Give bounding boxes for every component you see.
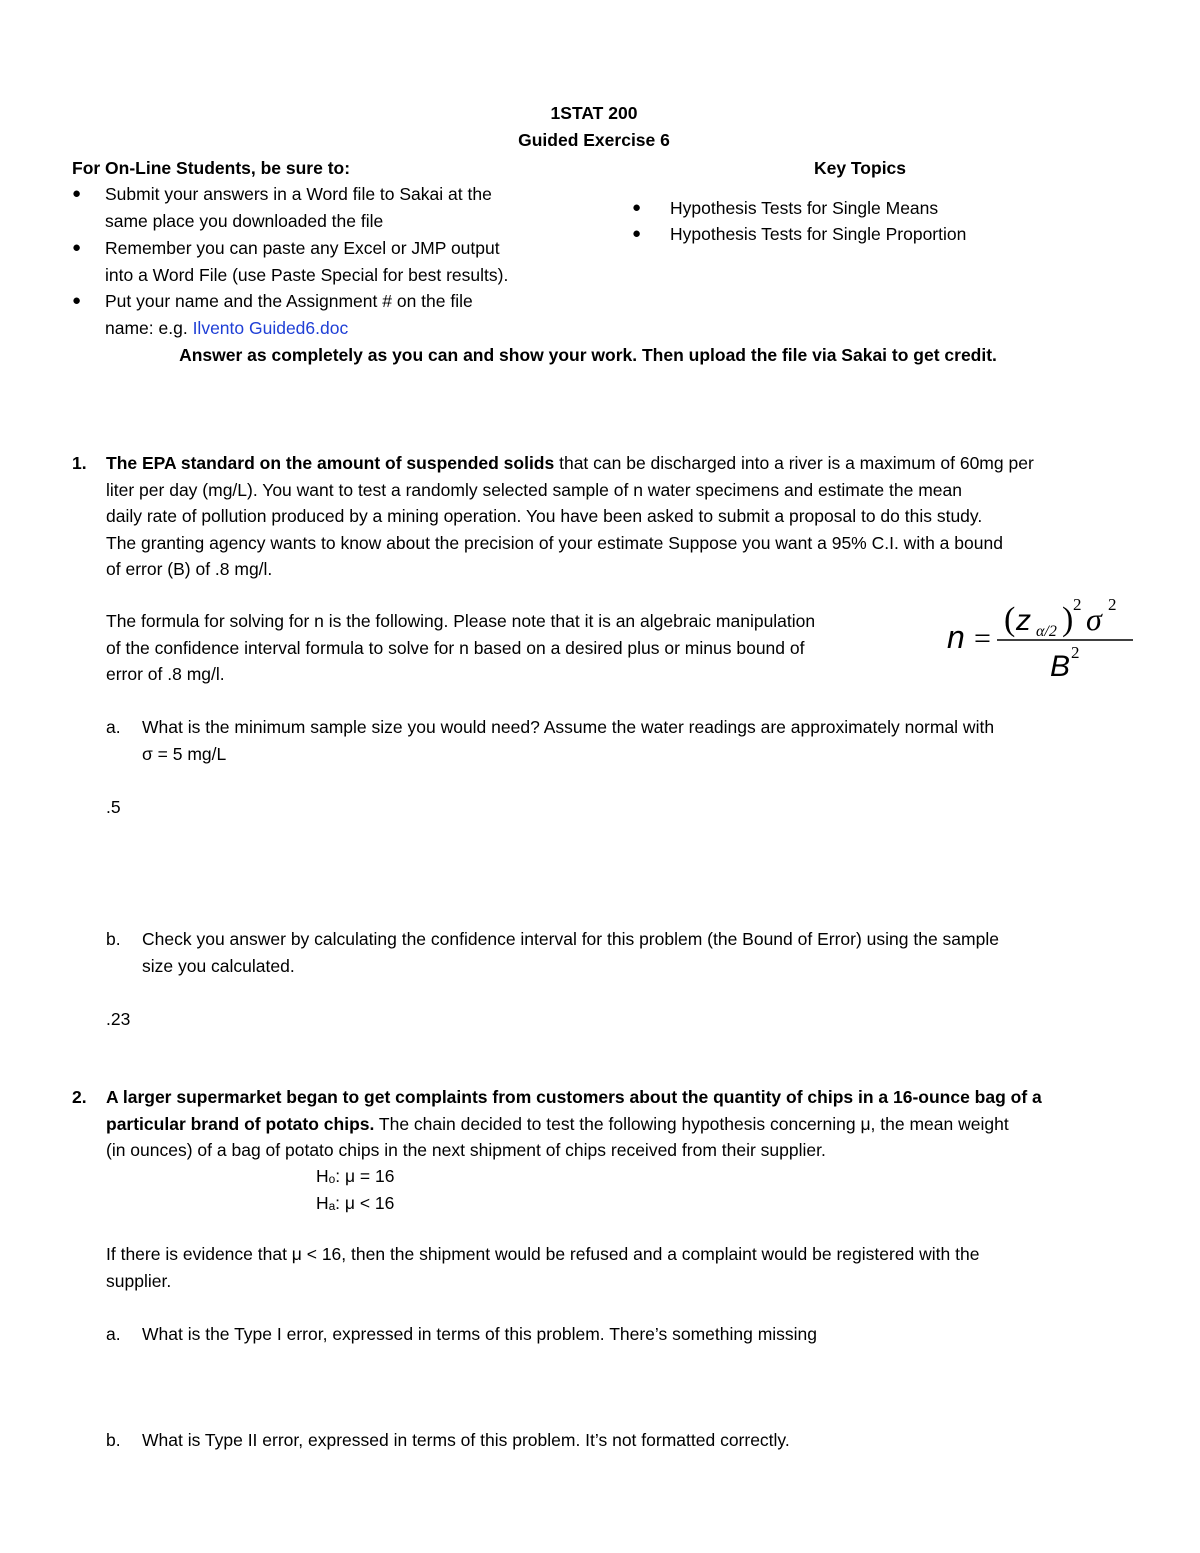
- exercise-title: Guided Exercise 6: [518, 130, 670, 150]
- q2b-label: b.: [106, 1430, 121, 1450]
- instructions-banner: Answer as completely as you can and show your work. Then upload the file via Sakai to get credit.: [179, 345, 997, 365]
- q2a-label: a.: [106, 1324, 121, 1344]
- formula-explanation: The formula for solving for n is the following. Please note that it is an algebraic manipulation of the confidence interval formula to solve for n based on a desired plus or minus bound of error of .8 mg/l.: [106, 611, 816, 684]
- formula-equals: =: [974, 622, 991, 655]
- bullet-icon: ●: [632, 199, 642, 216]
- instructions-heading: For On-Line Students, be sure to:: [72, 158, 351, 178]
- bullet-icon: ●: [72, 292, 82, 309]
- instruction-item-1: ● Submit your answers in a Word file to Sakai at the same place you downloaded the file: [72, 181, 552, 234]
- instruction-item-3: ● Put your name and the Assignment # on the file name: e.g. Ilvento Guided6.doc: [72, 288, 562, 341]
- q2a-text: What is the Type I error, expressed in terms of this problem. There’s something missing: [142, 1324, 818, 1344]
- formula-n: n: [947, 619, 965, 655]
- formula-exp-3: 2: [1071, 643, 1080, 662]
- formula-open-paren: (: [1004, 601, 1016, 638]
- instruction-item-2: ● Remember you can paste any Excel or JMP output into a Word File (use Paste Special for best results).: [72, 235, 562, 288]
- q2-decision-rule: If there is evidence that μ < 16, then the shipment would be refused and a complaint would be registered with the supplier.: [106, 1244, 980, 1291]
- formula-exp-1: 2: [1073, 595, 1082, 614]
- q1b-answer: .23: [106, 1009, 131, 1029]
- q1a-answer: .5: [106, 797, 121, 817]
- formula-exp-2: 2: [1108, 595, 1117, 614]
- formula-close-paren: ): [1062, 601, 1074, 638]
- formula-B: B: [1050, 650, 1071, 683]
- sample-size-formula: [940, 588, 1140, 684]
- question-2-number: 2.: [72, 1087, 87, 1107]
- formula-sigma: σ: [1086, 601, 1102, 637]
- filename-example: Ilvento Guided6.doc: [192, 317, 349, 338]
- question-1-number: 1.: [72, 453, 87, 473]
- key-topic-1: ● Hypothesis Tests for Single Means: [632, 195, 938, 222]
- question-1-text: The EPA standard on the amount of suspended solids that can be discharged into a river is a maximum of 60mg per liter per day (mg/L). You want to test a randomly selected sample of n water specimens and estimate the mean daily rate of pollution produced by a mining operation. You have been asked to submit a proposal to do this study. The granting agency wants to know about the precision of your estimate Suppose you want a 95% C.I. with a bound of error (B) of .8 mg/l.: [106, 453, 1034, 579]
- bullet-icon: ●: [632, 225, 642, 242]
- formula-subscript: α/2: [1036, 623, 1057, 640]
- null-hypothesis: Hₒ: μ = 16: [316, 1166, 395, 1186]
- formula-z: z: [1016, 604, 1031, 637]
- q1b-label: b.: [106, 929, 121, 949]
- bullet-icon: ●: [72, 185, 82, 202]
- bullet-icon: ●: [72, 239, 82, 256]
- key-topic-2: ● Hypothesis Tests for Single Proportion: [632, 221, 966, 248]
- key-topics-heading: Key Topics: [813, 158, 907, 178]
- q1a-text: What is the minimum sample size you would need? Assume the water readings are approximately normal with σ = 5 mg/L: [142, 717, 995, 764]
- alternative-hypothesis: Hₐ: μ < 16: [316, 1193, 395, 1213]
- q1a-label: a.: [106, 717, 121, 737]
- q1b-text: Check you answer by calculating the confidence interval for this problem (the Bound of Error) using the sample size you calculated.: [142, 929, 999, 976]
- course-title: 1STAT 200: [550, 103, 638, 123]
- question-2-text: A larger supermarket began to get complaints from customers about the quantity of chips in a 16-ounce bag of a particular brand of potato chips. The chain decided to test the following hypothesis concerning μ, the mean weight (in ounces) of a bag of potato chips in the next shipment of chips received from their supplier.: [106, 1087, 1042, 1160]
- q2b-text: What is Type II error, expressed in terms of this problem. It’s not formatted correctly.: [142, 1430, 790, 1450]
